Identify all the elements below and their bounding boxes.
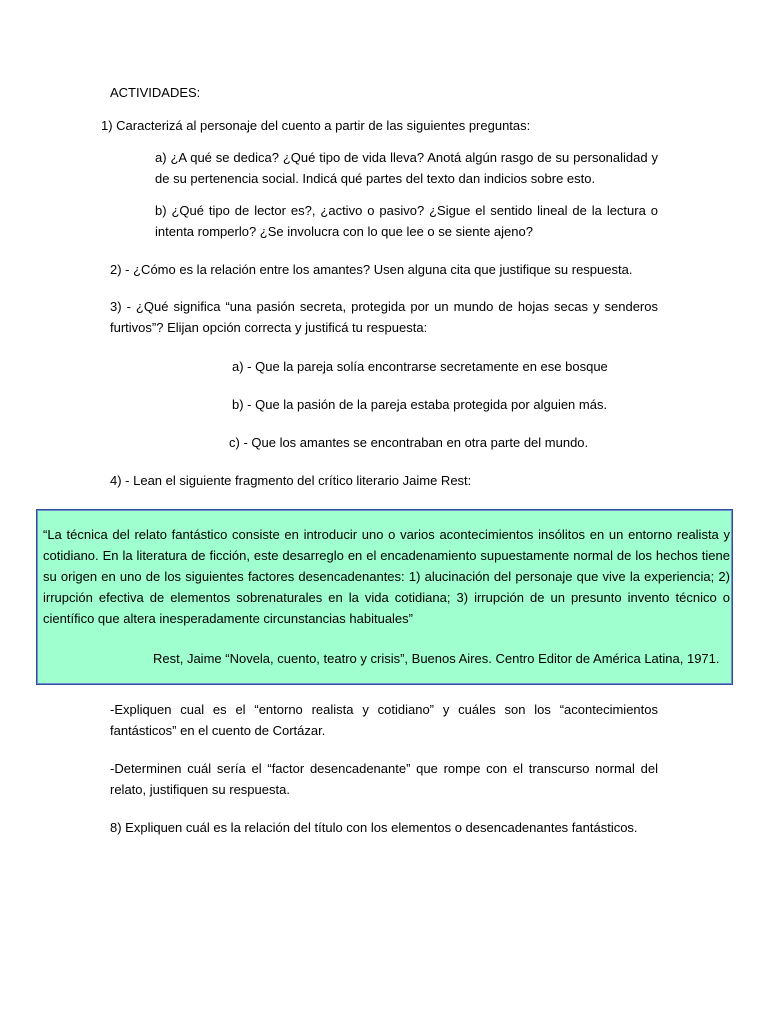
question-3-option-b: b) - Que la pasión de la pareja estaba protegida por alguien más. — [232, 397, 608, 412]
quote-text: “La técnica del relato fantástico consiste en introducir uno o varios acontecimientos insólitos en un entorno realista y cotidiano. En la literatura de ficción, este desarreglo en el encadenamiento supuestamente normal de los hechos tiene su origen en uno de los siguientes factores desencadenantes: 1) alucinación del personaje que vive la experiencia; 2) irrupción efectiva de elementos sobrenaturales en la vida cotidiana; 3) irrupción de un presunto invento técnico o científico que altera inesperadamente circunstancias habituales” — [43, 527, 730, 626]
question-8: 8) Expliquen cuál es la relación del título con los elementos o desencadenantes fantásticos. — [110, 820, 638, 835]
quote-box — [36, 509, 733, 685]
task-1: -Expliquen cual es el “entorno realista y cotidiano” y cuáles son los “acontecimientos fantásticos” en el cuento de Cortázar. — [110, 702, 658, 738]
quote-reference: Rest, Jaime “Novela, cuento, teatro y crisis”, Buenos Aires. Centro Editor de América Latina, 1971. — [153, 651, 720, 666]
task-2: -Determinen cuál sería el “factor desencadenante” que rompe con el transcurso normal del relato, justifiquen su respuesta. — [110, 761, 658, 797]
question-1b: b) ¿Qué tipo de lector es?, ¿activo o pasivo? ¿Sigue el sentido lineal de la lectura o intenta romperlo? ¿Se involucra con lo que lee o se siente ajeno? — [155, 203, 658, 239]
page-title: ACTIVIDADES: — [110, 85, 201, 100]
question-2: 2) - ¿Cómo es la relación entre los amantes? Usen alguna cita que justifique su respuesta. — [110, 262, 633, 277]
question-3-option-a: a) - Que la pareja solía encontrarse secretamente en ese bosque — [232, 359, 608, 374]
question-3-option-c: c) - Que los amantes se encontraban en otra parte del mundo. — [229, 435, 589, 450]
question-4: 4) - Lean el siguiente fragmento del crítico literario Jaime Rest: — [110, 473, 472, 488]
question-3: 3) - ¿Qué significa “una pasión secreta, protegida por un mundo de hojas secas y senderos furtivos”? Elijan opción correcta y justificá tu respuesta: — [110, 299, 658, 335]
question-1a: a) ¿A qué se dedica? ¿Qué tipo de vida lleva? Anotá algún rasgo de su personalidad y de su pertenencia social. Indicá qué partes del texto dan indicios sobre esto. — [155, 150, 658, 186]
question-1-intro: 1) Caracterizá al personaje del cuento a partir de las siguientes preguntas: — [101, 118, 531, 133]
